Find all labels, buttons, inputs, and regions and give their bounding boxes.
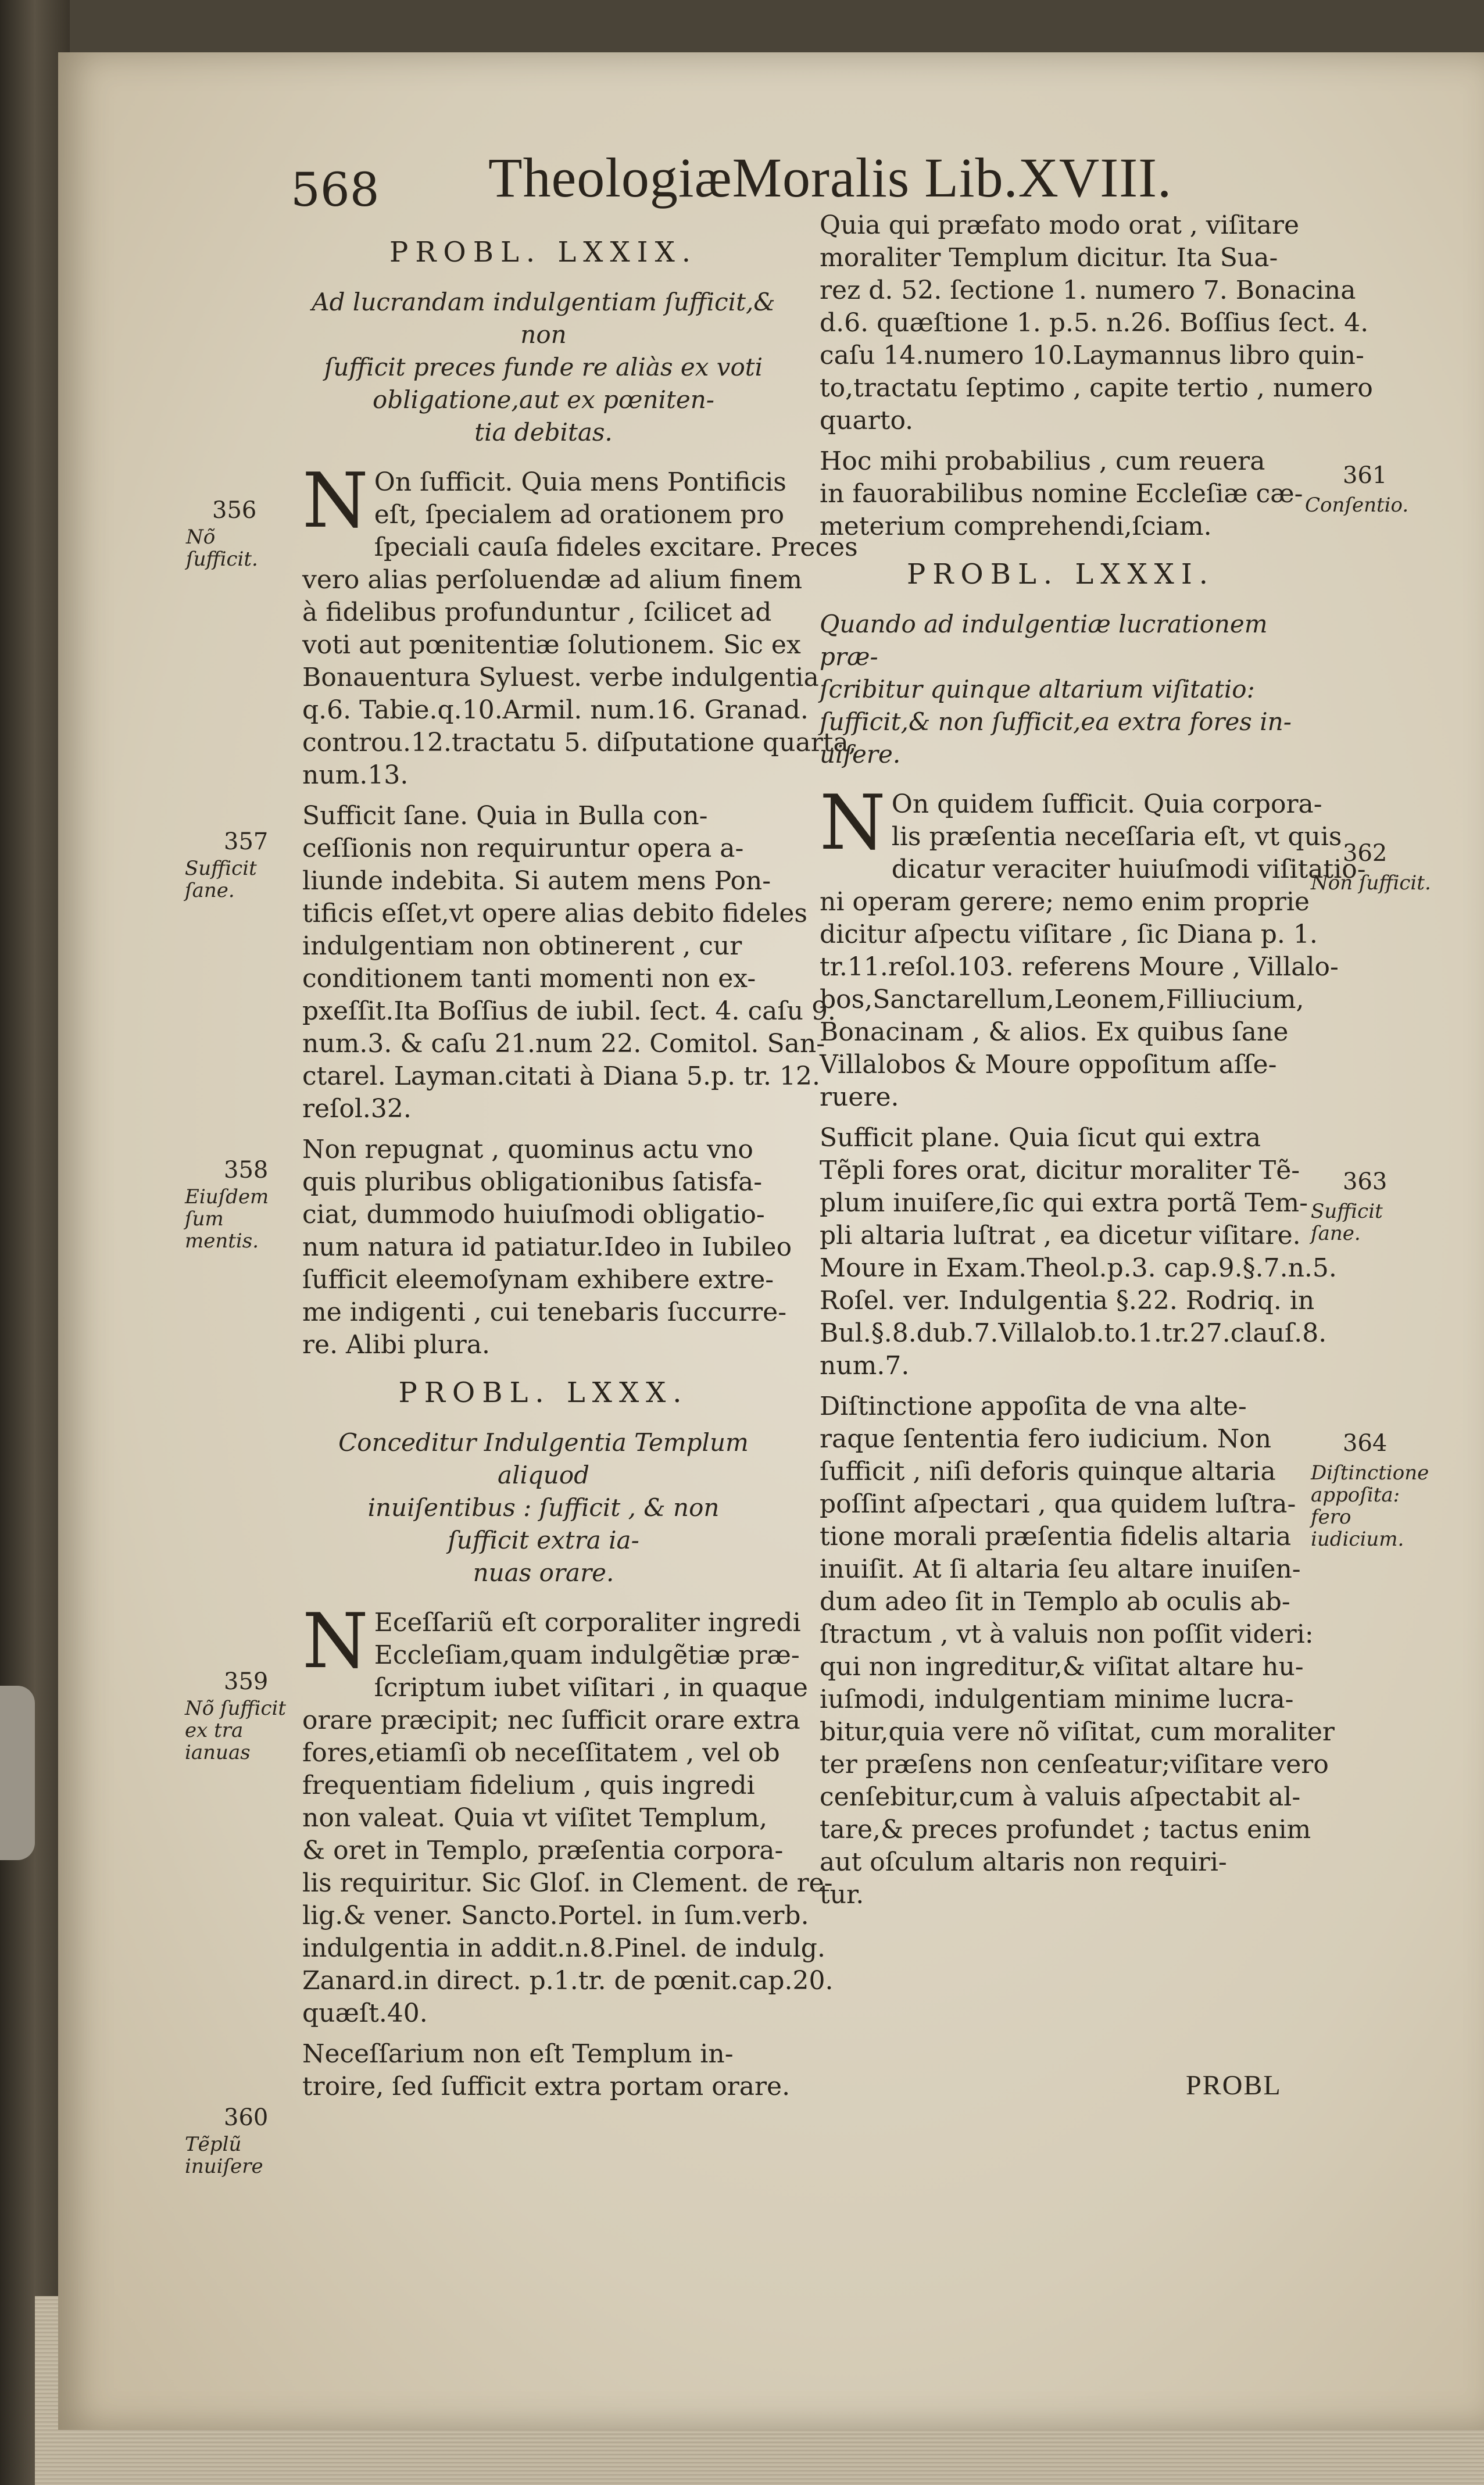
summary-line: Conceditur Indulgentia Templum aliquod xyxy=(338,1428,749,1489)
margin-number-361: 361 xyxy=(1343,462,1388,489)
text-line: Hoc mihi probabilius , cum reuera xyxy=(820,446,1265,476)
problem-summary-79 xyxy=(302,286,785,449)
summary-line: ſufficit,& non ſufficit,ea extra fores in- xyxy=(820,707,1292,736)
running-title: TheologiæMoralis Lib.XVIII. xyxy=(488,146,1172,209)
text-line: indulgentia in addit.n.8.Pinel. de indulg. xyxy=(302,1933,825,1963)
margin-number-363: 363 xyxy=(1343,1168,1388,1195)
text-line: ſtractum , vt à valuis non poſſit videri: xyxy=(820,1619,1314,1649)
text-line: lig.& vener. Sancto.Portel. in ſum.verb. xyxy=(302,1901,809,1930)
summary-line: ſcribitur quinque altarium viſitatio: xyxy=(820,675,1255,703)
text-line: me indigenti , cui tenebaris ſuccurre- xyxy=(302,1297,787,1327)
text-line: moraliter Templum dicitur. Ita Sua- xyxy=(820,243,1278,273)
text-line: num.3. & caſu 21.num 22. Comitol. San- xyxy=(302,1029,825,1059)
margin-note-362: Non ſufficit. xyxy=(1311,871,1431,895)
text-line: & oret in Templo, præſentia corpora- xyxy=(302,1836,784,1865)
text-line: Non repugnat , quominus actu vno xyxy=(302,1135,753,1164)
text-line: Neceſſarium non eſt Templum in- xyxy=(302,2039,734,2069)
paragraph-359 xyxy=(302,1597,834,2030)
summary-line: Ad lucrandam indulgentiam ſufficit,& non xyxy=(312,288,775,349)
text-line: controu.12.tractatu 5. diſputatione quarta, xyxy=(302,728,857,757)
text-line: voti aut pœnitentiæ ſolutionem. Sic ex xyxy=(302,630,801,660)
problem-heading-79: PROBL. LXXIX. xyxy=(389,236,698,269)
page-number: 568 xyxy=(291,163,380,217)
text-line: ſufficit , niſi deforis quinque altaria xyxy=(820,1457,1276,1486)
text-line: frequentiam fidelium , quis ingredi xyxy=(302,1771,755,1800)
paragraph-361 xyxy=(820,445,1302,543)
text-line: liunde indebita. Si autem mens Pon- xyxy=(302,866,771,896)
text-line: quis pluribus obligationibus ſatisfa- xyxy=(302,1167,763,1197)
text-line: quæſt.40. xyxy=(302,1998,428,2028)
text-line: qui non ingreditur,& viſitat altare hu- xyxy=(820,1652,1304,1682)
text-line: ſcriptum iubet viſitari , in quaque xyxy=(374,1673,808,1703)
drop-cap: N xyxy=(302,1597,369,1685)
margin-number-359: 359 xyxy=(224,1668,269,1695)
text-line: num.13. xyxy=(302,760,409,790)
text-line: to,tractatu ſeptimo , capite tertio , numero xyxy=(820,373,1373,403)
text-line: aut oſculum altaris non requiri- xyxy=(820,1847,1227,1877)
paragraph-360-continued xyxy=(820,209,1373,437)
text-line: ceſſionis non requiruntur opera a- xyxy=(302,834,744,863)
margin-number-356: 356 xyxy=(212,497,257,524)
text-line: re. Alibi plura. xyxy=(302,1330,491,1360)
text-line: meterium comprehendi,ſciam. xyxy=(820,512,1212,541)
text-line: ſufficit eleemoſynam exhibere extre- xyxy=(302,1265,774,1295)
text-line: num natura id patiatur.Ideo in Iubileo xyxy=(302,1232,792,1262)
margin-note-358: Eiuſdem ſum mentis. xyxy=(185,1185,269,1253)
text-line: indulgentiam non obtinerent , cur xyxy=(302,931,742,961)
margin-number-362: 362 xyxy=(1343,840,1388,867)
text-line: rez d. 52. ſectione 1. numero 7. Bonacina xyxy=(820,276,1356,305)
page-header xyxy=(291,128,1395,221)
margin-number-360: 360 xyxy=(224,2104,269,2131)
text-line: poſſint aſpectari , qua quidem luſtra- xyxy=(820,1489,1296,1519)
paragraph-358 xyxy=(302,1134,792,1361)
text-line: tione morali præſentia fidelis altaria xyxy=(820,1522,1292,1551)
text-line: q.6. Tabie.q.10.Armil. num.16. Granad. xyxy=(302,695,809,725)
left-column xyxy=(302,221,858,2111)
problem-summary-80 xyxy=(302,1426,785,1589)
problem-summary-81 xyxy=(820,608,1302,771)
drop-cap: N xyxy=(302,456,369,545)
bookmark-tab xyxy=(0,1686,35,1860)
text-line: dum adeo ſit in Templo ab oculis ab- xyxy=(820,1587,1290,1617)
text-line: lis præſentia neceſſaria eſt, vt quis xyxy=(891,822,1342,852)
text-line: dicatur veraciter huiuſmodi viſitatio- xyxy=(891,854,1366,884)
summary-line: inuiſentibus : ſufficit , & non xyxy=(367,1493,720,1522)
text-line: On quidem ſufficit. Quia corpora- xyxy=(891,789,1322,819)
text-line: Roſel. ver. Indulgentia §.22. Rodriq. in xyxy=(820,1286,1315,1315)
text-line: bitur,quia vere nõ viſitat, cum moraliter xyxy=(820,1717,1335,1747)
text-line: plum inuiſere,ſic qui extra portã Tem- xyxy=(820,1188,1308,1218)
text-line: pli altaria luſtrat , ea dicetur viſitare. xyxy=(820,1221,1301,1250)
margin-note-356: Nõ ſufficit. xyxy=(186,525,258,571)
paragraph-364 xyxy=(820,1390,1335,1911)
text-line: non valeat. Quia vt viſitet Templum, xyxy=(302,1803,768,1833)
margin-note-361: Conſentio. xyxy=(1305,494,1409,517)
problem-heading-81: PROBL. LXXXI. xyxy=(906,558,1215,591)
text-line: ciat, dummodo huiuſmodi obligatio- xyxy=(302,1200,765,1229)
margin-number-357: 357 xyxy=(224,828,269,855)
margin-note-359: Nõ ſufficit ex tra ianuas xyxy=(185,1697,287,1764)
text-line: Bonauentura Syluest. verbe indulgentia xyxy=(302,663,819,692)
text-line: orare præcipit; nec ſufficit orare extra xyxy=(302,1705,800,1735)
summary-line: uiſere. xyxy=(820,740,901,768)
text-line: tificis eſſet,vt opere alias debito fideles xyxy=(302,899,807,928)
summary-line: ſufficit extra ia- xyxy=(448,1526,639,1554)
text-line: Bul.§.8.dub.7.Villalob.to.1.tr.27.clauſ.8. xyxy=(820,1318,1327,1348)
text-line: vero alias perſoluendæ ad alium finem xyxy=(302,565,803,595)
text-line: à fidelibus profunduntur , ſcilicet ad xyxy=(302,598,772,627)
summary-line: obligatione,aut ex pœniten- xyxy=(373,385,714,414)
text-line: ſpeciali cauſa fideles excitare. Preces xyxy=(374,532,858,562)
text-line: Sufficit plane. Quia ſicut qui extra xyxy=(820,1123,1261,1153)
text-line: bos,Sanctarellum,Leonem,Filliucium, xyxy=(820,985,1304,1014)
text-line: num.7. xyxy=(820,1351,910,1381)
drop-cap: N xyxy=(820,778,886,867)
text-line: reſol.32. xyxy=(302,1094,412,1124)
paragraph-363 xyxy=(820,1122,1337,1382)
text-line: Zanard.in direct. p.1.tr. de pœnit.cap.20. xyxy=(302,1966,834,1996)
text-line: eſt, ſpecialem ad orationem pro xyxy=(374,500,785,530)
text-line: Eceſſariũ eſt corporaliter ingredi xyxy=(374,1608,801,1637)
summary-line: ſufficit preces funde re aliàs ex voti xyxy=(324,353,763,381)
problem-heading-80: PROBL. LXXX. xyxy=(398,1376,689,1409)
summary-line: Quando ad indulgentiæ lucrationem præ- xyxy=(820,610,1268,671)
text-line: tur. xyxy=(820,1880,864,1910)
summary-line: tia debitas. xyxy=(474,418,613,446)
text-line: lis requiritur. Sic Gloſ. in Clement. de re- xyxy=(302,1868,833,1898)
text-line: Diſtinctione appoſita de vna alte- xyxy=(820,1392,1247,1421)
text-line: Sufficit ſane. Quia in Bulla con- xyxy=(302,801,708,831)
text-line: cenſebitur,cum à valuis aſpectabit al- xyxy=(820,1782,1301,1812)
text-line: iuſmodi, indulgentiam minime lucra- xyxy=(820,1685,1294,1714)
margin-number-358: 358 xyxy=(224,1157,269,1183)
text-line: On ſufficit. Quia mens Pontificis xyxy=(374,467,786,497)
text-line: troire, ſed ſufficit extra portam orare. xyxy=(302,2072,791,2101)
margin-note-364: Diſtinctione appoſita: fero iudicium. xyxy=(1311,1461,1429,1551)
text-line: fores,etiamſi ob neceſſitatem , vel ob xyxy=(302,1738,780,1768)
margin-note-360: Tẽplũ inuiſere xyxy=(185,2133,263,2178)
text-line: in fauorabilibus nomine Eccleſiæ cæ- xyxy=(820,479,1303,509)
paragraph-356 xyxy=(302,456,858,792)
text-line: inuiſit. At ſi altaria ſeu altare inuiſen- xyxy=(820,1554,1301,1584)
text-line: Eccleſiam,quam indulgẽtiæ præ- xyxy=(374,1640,800,1670)
summary-line: nuas orare. xyxy=(473,1558,614,1587)
text-line: raque ſententia fero iudicium. Non xyxy=(820,1424,1272,1454)
text-line: conditionem tanti momenti non ex- xyxy=(302,964,756,993)
paragraph-357 xyxy=(302,800,836,1125)
text-line: Moure in Exam.Theol.p.3. cap.9.§.7.n.5. xyxy=(820,1253,1337,1283)
text-line: dicitur aſpectu viſitare , ſic Diana p. 1. xyxy=(820,920,1318,949)
paragraph-360 xyxy=(302,2038,791,2103)
margin-note-363: Sufficit ſane. xyxy=(1311,1200,1383,1245)
text-line: Bonacinam , & alios. Ex quibus ſane xyxy=(820,1017,1289,1047)
margin-number-364: 364 xyxy=(1343,1430,1388,1457)
text-line: ter præſens non cenſeatur;viſitare vero xyxy=(820,1750,1329,1779)
margin-note-357: Sufficit ſane. xyxy=(185,857,257,902)
text-line: tare,& preces profundet ; tactus enim xyxy=(820,1815,1311,1844)
text-line: d.6. quæſtione 1. p.5. n.26. Boſſius ſect. 4. xyxy=(820,308,1369,338)
text-line: Villalobos & Moure oppoſitum aſſe- xyxy=(820,1050,1277,1079)
catchword: PROBL xyxy=(1186,2070,1282,2101)
text-line: ni operam gerere; nemo enim proprie xyxy=(820,887,1310,917)
text-line: caſu 14.numero 10.Laymannus libro quin- xyxy=(820,341,1364,370)
text-line: Tẽpli fores orat, dicitur moraliter Tẽ- xyxy=(820,1156,1300,1185)
text-line: quarto. xyxy=(820,406,914,435)
text-line: tr.11.reſol.103. referens Moure , Villalo- xyxy=(820,952,1339,982)
text-line: pxeſſit.Ita Boſſius de iubil. ſect. 4. caſu 9. xyxy=(302,996,836,1026)
text-line: ctarel. Layman.citati à Diana 5.p. tr. 12. xyxy=(302,1061,820,1091)
text-line: ruere. xyxy=(820,1082,899,1112)
text-line: Quia qui præfato modo orat , viſitare xyxy=(820,210,1300,240)
